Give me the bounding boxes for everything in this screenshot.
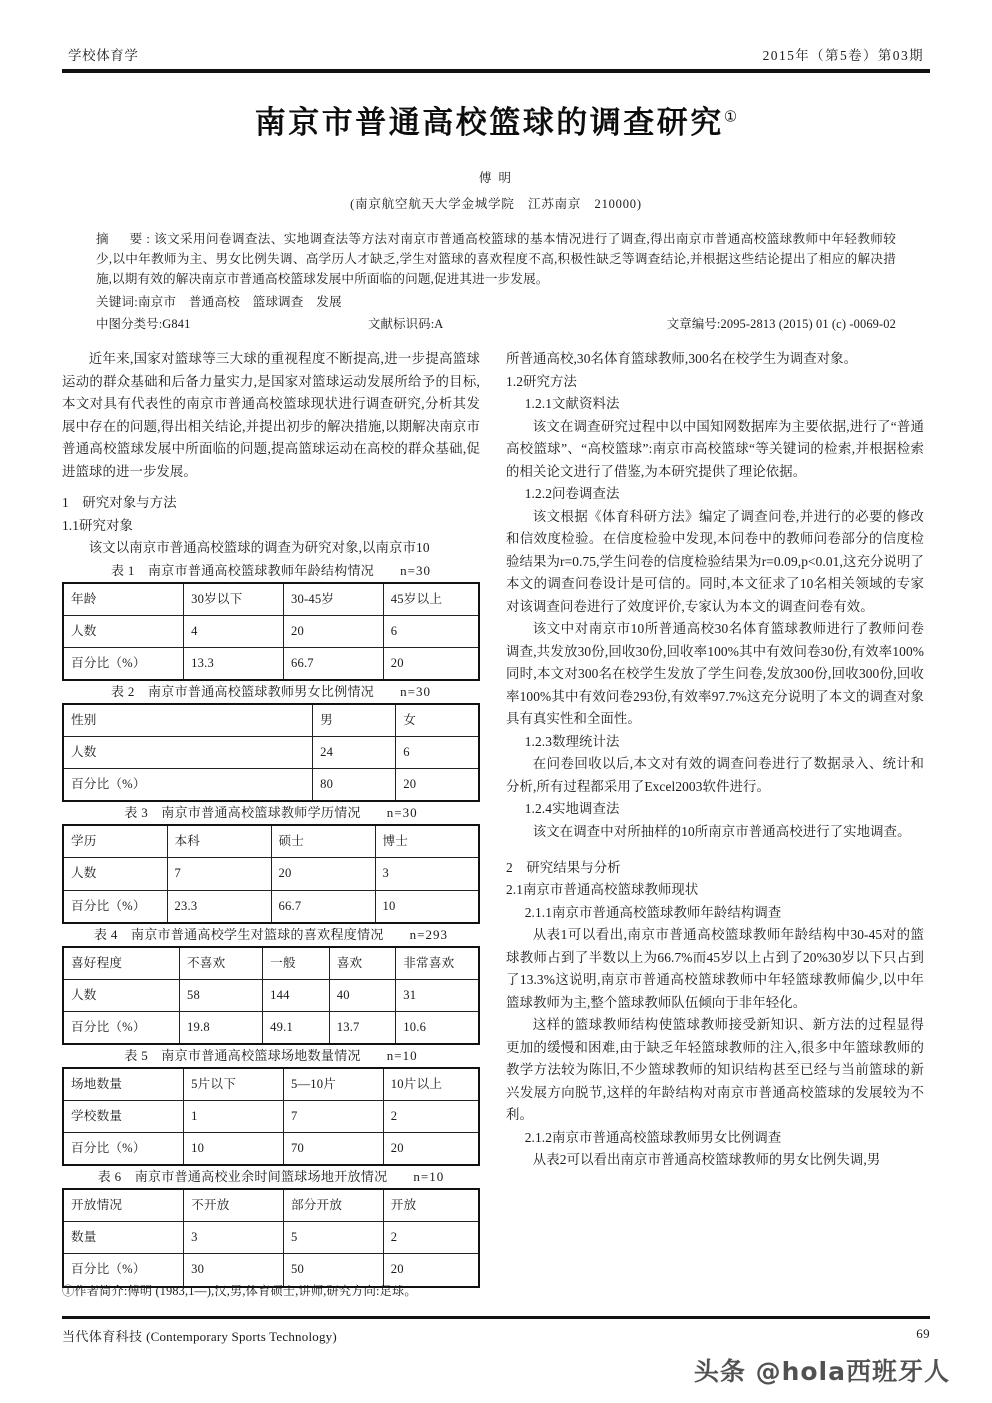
table-row <box>63 737 479 769</box>
journal-name-en: (Contemporary Sports Technology) <box>146 1329 337 1344</box>
table-cell: 开放 <box>383 1189 479 1222</box>
table-cell: 性别 <box>63 704 313 737</box>
table-cell: 不开放 <box>184 1189 284 1222</box>
table-4-caption-text: 表 4 南京市普通高校学生对篮球的喜欢程度情况 <box>94 926 384 942</box>
table-2-caption <box>62 681 480 703</box>
journal-name-cn: 当代体育科技 <box>62 1329 143 1344</box>
table-cell: 百分比（%） <box>63 890 167 923</box>
table-cell: 20 <box>383 1254 479 1287</box>
paragraph-1-1: 该文以南京市普通高校篮球的调查为研究对象,以南京市10 <box>88 540 430 556</box>
table-row <box>63 769 479 802</box>
heading-1-2-4: 1.2.4实地调查法 <box>524 801 620 817</box>
table-4-n: n=293 <box>409 926 448 942</box>
document-code: 文献标识码:A <box>368 317 444 332</box>
table-cell: 20 <box>383 1133 479 1166</box>
table-row <box>63 979 479 1011</box>
paragraph-1-2-3: 在问卷回收以后,本文对有效的调查问卷进行了数据录入、统计和分析,所有过程都采用了Excel2003软件进行。 <box>506 756 924 794</box>
table-3-n: n=30 <box>386 805 418 821</box>
table-cell: 10 <box>184 1133 284 1166</box>
table-cell: 人数 <box>63 858 167 890</box>
table-cell: 本科 <box>167 825 271 858</box>
table-2-caption-text: 表 2 南京市普通高校篮球教师男女比例情况 <box>111 684 375 700</box>
paragraph-1-2-2b: 该文中对南京市10所普通高校30名体育篮球教师进行了教师问卷调查,共发放30份,回收30份,回收率100%其中有效问卷30份,有效率100%同时,本文对300名在校学生发放了学生问卷,发放300份,回收300份,回收率100%其中有效问卷293份,有效率97.7%这充分说明了本文的调查对象具有真实性和全面性。 <box>506 621 924 727</box>
table-row <box>63 1189 479 1222</box>
page-number: 69 <box>916 1326 930 1341</box>
table-cell: 硕士 <box>271 825 375 858</box>
table-cell: 百分比（%） <box>63 1133 184 1166</box>
table-6-caption <box>62 1166 480 1188</box>
table-cell: 19.8 <box>179 1011 262 1044</box>
table-cell: 49.1 <box>263 1011 330 1044</box>
table-cell: 58 <box>179 979 262 1011</box>
header-rule <box>62 69 930 73</box>
table-cell: 1 <box>184 1100 284 1132</box>
table-cell: 23.3 <box>167 890 271 923</box>
table-row <box>63 1100 479 1132</box>
table-1-n: n=30 <box>400 562 431 578</box>
body-columns <box>62 348 930 1287</box>
heading-1-2-3: 1.2.3数理统计法 <box>524 733 620 749</box>
table-4-caption <box>62 924 480 946</box>
table-cell: 开放情况 <box>63 1189 184 1222</box>
running-head <box>62 44 930 69</box>
table-cell: 30 <box>184 1254 284 1287</box>
table-cell: 20 <box>271 858 375 890</box>
table-cell: 数量 <box>63 1222 184 1254</box>
author-footnote: ①作者简介:傅明 (1983,1—),汉,男,体育硕士,讲师,研究方向:足球。 <box>62 1284 417 1298</box>
abstract-text: 该文采用问卷调查法、实地调查法等方法对南京市普通高校篮球的基本情况进行了调查,得出南京市普通高校篮球教师中年轻教师较少,以中年教师为主、男女比例失调、高学历人才缺乏,学生对篮球的喜欢程度不高,积极性缺乏等调查结论,并根据这些结论提出了相应的解决措施,以期有效的解决南京市普通高校篮球发展中所面临的问题,促进其进一步发展。 <box>96 231 896 287</box>
table-cell: 人数 <box>63 979 179 1011</box>
table-5-caption <box>62 1045 480 1067</box>
paragraph-continued: 所普通高校,30名体育篮球教师,300名在校学生为调查对象。 <box>506 351 858 367</box>
table-row <box>63 825 479 858</box>
table-cell: 人数 <box>63 737 313 769</box>
heading-1-2: 1.2研究方法 <box>506 373 578 389</box>
table-cell: 百分比（%） <box>63 647 184 680</box>
author-affiliation: (南京航空航天大学金城学院 江苏南京 210000) <box>350 196 642 211</box>
heading-2-1: 2.1南京市普通高校篮球教师现状 <box>506 882 699 898</box>
table-row <box>63 583 479 616</box>
heading-1: 1 研究对象与方法 <box>62 495 177 511</box>
paragraph-1-2-2a: 该文根据《体育科研方法》编定了调查问卷,并进行的必要的修改和信效度检验。在信度检验中发现,本问卷中的教师问卷部分的信度检验结果为r=0.75,学生问卷的信度检验结果为r=0.09,p<0.01,这充分说明了本文的调查问卷设计是可信的。同时,本文征求了10名相关领域的专家对该调查问卷进行了效度评价,专家认为本文的调查问卷有效。 <box>506 508 924 614</box>
table-cell: 45岁以上 <box>383 583 479 616</box>
table-row <box>63 615 479 647</box>
table-cell: 一般 <box>263 947 330 980</box>
table-cell: 年龄 <box>63 583 184 616</box>
table-cell: 喜好程度 <box>63 947 179 980</box>
table-cell: 人数 <box>63 615 184 647</box>
table-cell: 13.7 <box>329 1011 396 1044</box>
heading-2-1-1: 2.1.1南京市普通高校篮球教师年龄结构调查 <box>524 904 782 920</box>
page-footer <box>62 1326 930 1345</box>
page-title <box>62 97 930 142</box>
table-cell: 4 <box>184 615 284 647</box>
table-row <box>63 1133 479 1166</box>
table-3-caption <box>62 802 480 824</box>
abstract-block <box>96 229 896 335</box>
paragraph-2-1-1a: 从表1可以看出,南京市普通高校篮球教师年龄结构中30-45对的篮球教师占到了半数以上为66.7%而45岁以上占到了20%30岁以下只占到了13.3%这说明,南京市普通高校篮球教师中年轻篮球教师偏少,以中年篮球教师为主,整个篮球教师队伍倾向于非年轻化。 <box>506 927 924 1010</box>
table-cell: 百分比（%） <box>63 769 313 802</box>
table-cell: 66.7 <box>283 647 383 680</box>
table-cell: 30岁以下 <box>184 583 284 616</box>
table-row <box>63 1011 479 1044</box>
table-cell: 不喜欢 <box>179 947 262 980</box>
classification-line <box>96 314 896 334</box>
table-cell: 66.7 <box>271 890 375 923</box>
title-footnote-marker: ① <box>723 109 738 126</box>
table-6-n: n=10 <box>413 1169 445 1185</box>
table-1-caption-text: 表 1 南京市普通高校篮球教师年龄结构情况 <box>111 562 375 578</box>
table-2 <box>62 703 480 802</box>
paragraph-2-1-2: 从表2可以看出南京市普通高校篮球教师的男女比例失调,男 <box>532 1152 881 1168</box>
table-cell: 百分比（%） <box>63 1011 179 1044</box>
table-cell: 部分开放 <box>283 1189 383 1222</box>
table-cell: 5 <box>283 1222 383 1254</box>
table-row <box>63 947 479 980</box>
watermark: 头条 @hola西班牙人 <box>693 1357 950 1386</box>
table-cell: 31 <box>396 979 479 1011</box>
table-row <box>63 1222 479 1254</box>
table-cell: 3 <box>375 858 479 890</box>
table-6 <box>62 1188 480 1287</box>
table-row <box>63 858 479 890</box>
table-cell: 女 <box>396 704 479 737</box>
table-cell: 80 <box>313 769 396 802</box>
intro-paragraph: 近年来,国家对篮球等三大球的重视程度不断提高,进一步提高篮球运动的群众基础和后备力量实力,是国家对篮球运动发展所给予的目标,本文对具有代表性的南京市普通高校篮球现状进行调查研究,分析其发展中存在的问题,得出相关结论,并提出初步的解决措施,以期解决南京市普通高校篮球发展中所面临的问题,提高篮球运动在高校的群众基础,促进篮球的进一步发展。 <box>62 351 480 479</box>
table-4 <box>62 946 480 1045</box>
table-cell: 喜欢 <box>329 947 396 980</box>
left-column <box>62 348 480 1287</box>
table-cell: 3 <box>184 1222 284 1254</box>
right-column <box>506 348 924 1287</box>
table-cell: 20 <box>396 769 479 802</box>
article-number: 文章编号:2095-2813 (2015) 01 (c) -0069-02 <box>666 317 896 332</box>
table-cell: 10 <box>375 890 479 923</box>
table-cell: 2 <box>383 1222 479 1254</box>
table-cell: 7 <box>283 1100 383 1132</box>
table-cell: 非常喜欢 <box>396 947 479 980</box>
running-head-left: 学校体育学 <box>68 48 139 63</box>
table-6-caption-text: 表 6 南京市普通高校业余时间篮球场地开放情况 <box>97 1169 388 1185</box>
page-title-text: 南京市普通高校篮球的调查研究 <box>254 104 724 140</box>
footer-rule <box>62 1316 930 1319</box>
table-5 <box>62 1067 480 1166</box>
table-cell: 30-45岁 <box>283 583 383 616</box>
table-cell: 博士 <box>375 825 479 858</box>
table-3 <box>62 824 480 923</box>
table-cell: 13.3 <box>184 647 284 680</box>
table-2-n: n=30 <box>400 684 431 700</box>
abstract-paragraph <box>96 229 896 290</box>
table-1-caption <box>62 560 480 582</box>
heading-1-2-1: 1.2.1文献资料法 <box>524 396 620 412</box>
heading-2: 2 研究结果与分析 <box>506 859 621 875</box>
paragraph-1-2-4: 该文在调查中对所抽样的10所南京市普通高校进行了实地调查。 <box>532 823 911 839</box>
paragraph-2-1-1b: 这样的篮球教师结构使篮球教师接受新知识、新方法的过程显得更加的缓慢和困难,由于缺乏年轻篮球教师的注入,很多中年篮球教师的教学方法较为陈旧,不少篮球教师的知识结构甚至已经与当前篮球的新兴发展方向脱节,这样的年龄结构对南京市普通高校篮球的发展较为不利。 <box>506 1017 924 1123</box>
abstract-label: 摘 要: <box>96 231 154 246</box>
table-5-n: n=10 <box>386 1047 418 1063</box>
table-cell: 40 <box>329 979 396 1011</box>
table-cell: 百分比（%） <box>63 1254 184 1287</box>
table-cell: 144 <box>263 979 330 1011</box>
author-name: 傅 明 <box>478 170 514 185</box>
table-cell: 50 <box>283 1254 383 1287</box>
heading-1-1: 1.1研究对象 <box>62 517 134 533</box>
table-cell: 24 <box>313 737 396 769</box>
table-cell: 5片以下 <box>184 1068 284 1101</box>
running-head-right: 2015年（第5卷）第03期 <box>762 48 924 63</box>
table-cell: 20 <box>283 615 383 647</box>
table-cell: 6 <box>396 737 479 769</box>
table-3-caption-text: 表 3 南京市普通高校篮球教师学历情况 <box>124 805 361 821</box>
table-cell: 70 <box>283 1133 383 1166</box>
table-row <box>63 1068 479 1101</box>
heading-1-2-2: 1.2.2问卷调查法 <box>524 486 620 502</box>
table-cell: 7 <box>167 858 271 890</box>
class-number: 中图分类号:G841 <box>96 317 191 332</box>
table-row <box>63 704 479 737</box>
table-cell: 场地数量 <box>63 1068 184 1101</box>
table-row <box>63 647 479 680</box>
paragraph-1-2-1: 该文在调查研究过程中以中国知网数据库为主要依据,进行了“普通高校篮球”、“高校篮球”:南京市高校篮球“等关键词的检索,并根据检索的相关论文进行了借鉴,为本研究提供了理论依据。 <box>506 418 924 479</box>
journal-name <box>62 1326 337 1345</box>
table-5-caption-text: 表 5 南京市普通高校篮球场地数量情况 <box>124 1047 361 1063</box>
table-cell: 6 <box>383 615 479 647</box>
table-cell: 10.6 <box>396 1011 479 1044</box>
table-cell: 学校数量 <box>63 1100 184 1132</box>
section-spacer <box>506 844 924 857</box>
table-cell: 10片以上 <box>383 1068 479 1101</box>
table-cell: 2 <box>383 1100 479 1132</box>
table-cell: 男 <box>313 704 396 737</box>
table-1 <box>62 582 480 681</box>
heading-2-1-2: 2.1.2南京市普通高校篮球教师男女比例调查 <box>524 1129 782 1145</box>
table-row <box>63 890 479 923</box>
keywords-line: 关键词:南京市 普通高校 篮球调查 发展 <box>96 294 342 309</box>
table-cell: 学历 <box>63 825 167 858</box>
table-cell: 20 <box>383 647 479 680</box>
table-cell: 5—10片 <box>283 1068 383 1101</box>
